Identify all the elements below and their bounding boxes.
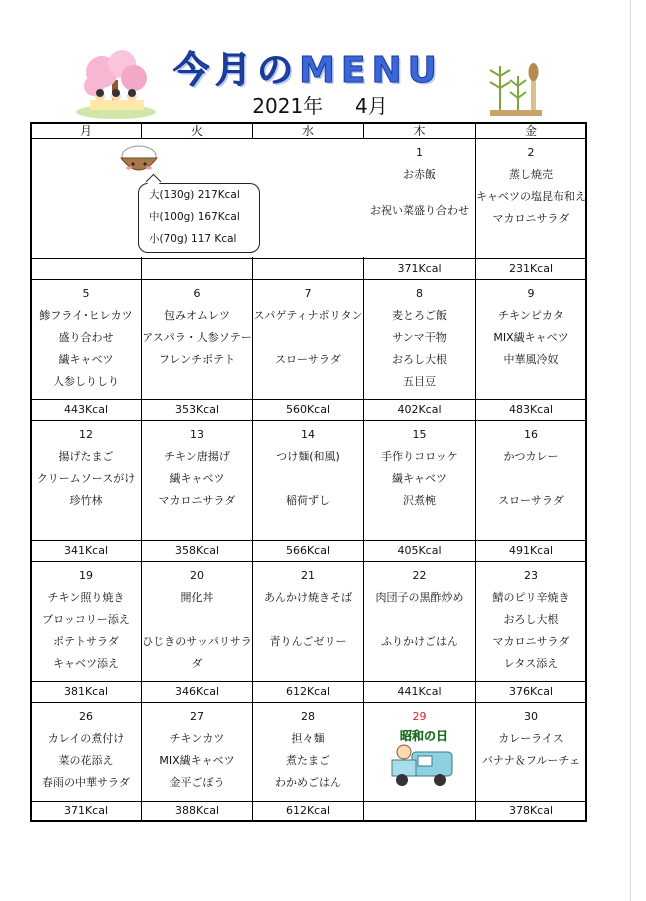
day-cell-tue-w5 bbox=[142, 706, 252, 794]
day-cell-wed-w2 bbox=[253, 283, 363, 371]
menu-item: わかめごはん bbox=[275, 776, 341, 789]
menu-item: 中華風冷奴 bbox=[503, 353, 559, 366]
menu-item: 珍竹林 bbox=[69, 494, 103, 507]
menu-item: 菜の花添え bbox=[58, 754, 114, 767]
menu-item: 開化丼 bbox=[180, 591, 214, 604]
kcal-tue-w2: 353Kcal bbox=[174, 403, 220, 416]
menu-item: アスパラ・人参ソテー bbox=[142, 331, 252, 344]
kcal-wed-w2: 560Kcal bbox=[285, 403, 331, 416]
menu-item: バナナ＆フルーチェ bbox=[481, 754, 581, 767]
kcal-fri-w1: 231Kcal bbox=[508, 262, 554, 275]
menu-item: スパゲティナポリタン bbox=[253, 309, 363, 322]
menu-item: 五目豆 bbox=[403, 375, 436, 388]
date-number: 8 bbox=[416, 287, 423, 300]
day-cell-wed-w5 bbox=[253, 706, 363, 794]
date-number: 7 bbox=[304, 287, 312, 300]
menu-item: 沢煮椀 bbox=[403, 494, 436, 507]
holiday-label: 昭和の日 bbox=[399, 729, 449, 743]
date-number: 16 bbox=[524, 428, 538, 441]
menu-item: ふりかけごはん bbox=[381, 635, 458, 648]
page-title: 今月のMENU bbox=[173, 50, 443, 91]
menu-item: ひじきのサッパリサラダ bbox=[142, 635, 252, 670]
kcal-wed-w4: 612Kcal bbox=[285, 685, 331, 698]
date-number: 12 bbox=[79, 428, 93, 441]
day-cell-tue-w4 bbox=[142, 565, 252, 675]
kcal-thu-w4: 441Kcal bbox=[397, 685, 442, 698]
menu-item: お赤飯 bbox=[403, 168, 436, 181]
kcal-tue-w3: 358Kcal bbox=[174, 544, 220, 557]
kcal-fri-w3: 491Kcal bbox=[508, 544, 554, 557]
date-number: 15 bbox=[412, 428, 427, 441]
menu-item: フレンチポテト bbox=[158, 353, 236, 366]
menu-item: マカロニサラダ bbox=[492, 212, 570, 225]
date-number: 28 bbox=[301, 710, 315, 723]
day-cell-tue-w3 bbox=[142, 424, 252, 512]
menu-item: 鯵フライ･ヒレカツ bbox=[39, 309, 133, 322]
menu-item: ブロッコリー添え bbox=[42, 613, 130, 626]
row-divider bbox=[30, 420, 587, 421]
menu-item: キャベツの塩昆布和え bbox=[476, 190, 586, 203]
rice-small: 小(70g) 117 Kcal bbox=[149, 233, 237, 245]
menu-item: 担々麺 bbox=[291, 732, 325, 745]
day-cell-fri-w3 bbox=[476, 424, 586, 512]
menu-item: カレイの煮付け bbox=[47, 732, 125, 745]
menu-item: 煮たまご bbox=[286, 754, 330, 767]
date-number: 19 bbox=[79, 569, 93, 582]
kcal-mon-w5: 371Kcal bbox=[63, 804, 109, 817]
header-monday: 月 bbox=[79, 124, 92, 138]
kcal-fri-w5: 378Kcal bbox=[508, 804, 554, 817]
menu-item: スローサラダ bbox=[498, 494, 564, 507]
kcal-wed-w3: 566Kcal bbox=[285, 544, 331, 557]
menu-item: マカロニサラダ bbox=[492, 635, 570, 648]
date-number: 21 bbox=[301, 569, 315, 582]
menu-item: チキンカツ bbox=[169, 732, 225, 745]
kcal-fri-w4: 376Kcal bbox=[508, 685, 554, 698]
row-divider bbox=[30, 399, 587, 400]
day-cell-fri-w1 bbox=[476, 142, 586, 230]
day-cell-fri-w2 bbox=[476, 283, 586, 371]
date-number: 2 bbox=[527, 146, 535, 159]
date-number: 14 bbox=[301, 428, 315, 441]
menu-item: サンマ干物 bbox=[392, 331, 447, 344]
kcal-thu-w2: 402Kcal bbox=[397, 403, 442, 416]
kcal-mon-w3: 341Kcal bbox=[63, 544, 109, 557]
kcal-mon-w4: 381Kcal bbox=[63, 685, 109, 698]
menu-item: 鯖のピリ辛焼き bbox=[492, 591, 570, 604]
menu-item: 稲荷ずし bbox=[286, 494, 330, 507]
menu-item: カレーライス bbox=[498, 732, 564, 745]
menu-item: 揚げたまご bbox=[58, 450, 114, 463]
row-divider bbox=[30, 561, 587, 562]
date-number: 23 bbox=[524, 569, 538, 582]
header-tuesday: 火 bbox=[190, 124, 203, 138]
row-divider bbox=[30, 540, 587, 541]
menu-item: クリームソースがけ bbox=[36, 472, 136, 485]
day-cell-thu-w4 bbox=[364, 565, 475, 653]
kcal-tue-w5: 388Kcal bbox=[174, 804, 220, 817]
kcal-wed-w5: 612Kcal bbox=[285, 804, 331, 817]
date-number: 27 bbox=[190, 710, 204, 723]
day-cell-wed-w4 bbox=[253, 565, 363, 653]
year-month bbox=[200, 90, 440, 119]
menu-item: 繊キャベツ bbox=[169, 472, 225, 485]
menu-item: チキン唐揚げ bbox=[164, 450, 230, 463]
menu-item: 蒸し焼売 bbox=[509, 168, 553, 181]
menu-item: 麦とろご飯 bbox=[392, 309, 447, 322]
menu-item: 人参しりしり bbox=[53, 375, 119, 388]
day-cell-tue-w2 bbox=[142, 283, 252, 371]
header-friday: 金 bbox=[524, 124, 537, 138]
header-wednesday: 水 bbox=[301, 124, 314, 138]
menu-item: つけ麺(和風) bbox=[276, 450, 340, 463]
showa-day-truck-illustration bbox=[384, 722, 464, 792]
menu-item: 金平ごぼう bbox=[169, 776, 225, 789]
month-label: 4月 bbox=[354, 94, 388, 118]
kcal-tue-w4: 346Kcal bbox=[174, 685, 220, 698]
menu-item: かつカレー bbox=[503, 450, 559, 463]
menu-item: MIX繊キャベツ bbox=[493, 331, 569, 344]
page-edge-line bbox=[630, 0, 631, 901]
year-label: 2021年 bbox=[252, 94, 324, 118]
day-cell-thu-w2 bbox=[364, 283, 475, 393]
menu-item: スローサラダ bbox=[275, 353, 341, 366]
cherry-blossom-picnic-illustration bbox=[72, 50, 160, 120]
rice-large: 大(130g) 217Kcal bbox=[149, 189, 240, 201]
day-cell-fri-w4 bbox=[476, 565, 586, 675]
horsetail-sprout-illustration bbox=[484, 52, 548, 118]
date-number: 1 bbox=[416, 146, 423, 159]
menu-item: おろし大根 bbox=[503, 613, 559, 626]
row-divider bbox=[30, 702, 587, 703]
menu-item: レタス添え bbox=[503, 657, 559, 670]
date-number: 26 bbox=[79, 710, 93, 723]
date-number: 9 bbox=[527, 287, 535, 300]
kcal-thu-w1: 371Kcal bbox=[397, 262, 442, 275]
menu-item: マカロニサラダ bbox=[158, 494, 236, 507]
menu-item: 盛り合わせ bbox=[58, 331, 114, 344]
menu-item: 繊キャベツ bbox=[58, 353, 114, 366]
date-number: 6 bbox=[193, 287, 201, 300]
menu-item: 肉団子の黒酢炒め bbox=[375, 591, 464, 604]
day-cell-wed-w3 bbox=[253, 424, 363, 512]
menu-item: チキンピカタ bbox=[498, 309, 564, 322]
menu-item: 青りんごゼリー bbox=[269, 635, 347, 648]
row-divider bbox=[30, 279, 587, 280]
menu-item: 春雨の中華サラダ bbox=[42, 776, 130, 789]
day-cell-mon-w3 bbox=[31, 424, 141, 512]
row-divider bbox=[30, 258, 587, 259]
header-thursday: 木 bbox=[413, 124, 426, 138]
date-number: 22 bbox=[412, 569, 427, 582]
menu-item: 手作りコロッケ bbox=[381, 450, 458, 463]
date-number: 30 bbox=[524, 710, 538, 723]
menu-item: 包みオムレツ bbox=[164, 309, 230, 322]
menu-item: 繊キャベツ bbox=[392, 472, 447, 485]
day-cell-thu-w1 bbox=[364, 142, 475, 222]
menu-item: キャベツ添え bbox=[53, 657, 119, 670]
menu-item: MIX繊キャベツ bbox=[159, 754, 235, 767]
day-cell-fri-w5 bbox=[476, 706, 586, 772]
kcal-thu-w3: 405Kcal bbox=[397, 544, 442, 557]
kcal-mon-w2: 443Kcal bbox=[63, 403, 109, 416]
menu-item: お祝い菜盛り合わせ bbox=[370, 204, 469, 217]
date-number: 20 bbox=[190, 569, 204, 582]
rice-medium: 中(100g) 167Kcal bbox=[149, 211, 240, 223]
menu-item: あんかけ焼きそば bbox=[264, 591, 352, 604]
date-number: 5 bbox=[82, 287, 90, 300]
day-cell-thu-w3 bbox=[364, 424, 475, 512]
rice-portion-note bbox=[138, 183, 260, 253]
kcal-fri-w2: 483Kcal bbox=[508, 403, 554, 416]
day-cell-mon-w4 bbox=[31, 565, 141, 675]
menu-item: ポテトサラダ bbox=[53, 635, 119, 648]
date-number: 13 bbox=[190, 428, 204, 441]
day-cell-mon-w5 bbox=[31, 706, 141, 794]
date-number: 29 bbox=[412, 710, 427, 723]
day-cell-mon-w2 bbox=[31, 283, 141, 393]
menu-item: おろし大根 bbox=[392, 353, 447, 366]
menu-item: チキン照り焼き bbox=[47, 591, 125, 604]
row-divider bbox=[30, 681, 587, 682]
